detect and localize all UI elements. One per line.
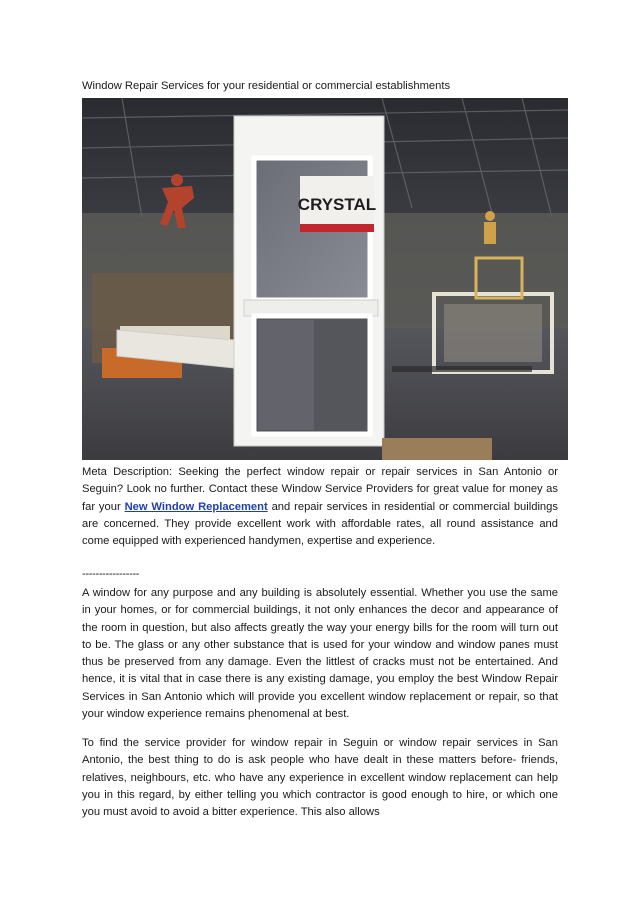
paragraph-text: A window for any purpose and any building is absolutely essential. Whether you use the same in your homes, or for commercial buildings, it not only enhances the decor and appearance of the room in question, but also affects greatly the way your energy bills for the room will turn out to be. The glass or any other substance that is used for your window and window panes must thus be preserved from any damage. Even the littlest of cracks must not be entertained. And hence, it is vital that in case there is any existing damage, you employ the best Window Repair Services in San Antonio which will provide you excellent window replacement or repair, so that your window experience remains phenomenal at best. xyxy=(82,587,558,721)
new-window-replacement-link[interactable]: New Window Replacement xyxy=(124,500,268,513)
window-showroom-photo xyxy=(82,98,568,460)
paragraph-2 xyxy=(82,735,558,821)
meta-description xyxy=(82,464,558,550)
meta-after-link: and repair services in residential or commercial buildings are concerned. They provide excellent work with affordable rates, all round assistance and come equipped with experienced handymen, expertise and experience. xyxy=(82,500,558,548)
paragraph-text: To find the service provider for window repair in Seguin or window repair services in San Antonio, the best thing to do is ask people who have dealt in these matters before- friends, relatives, neighbours, etc. who have any experience in excellent window replacement can help you in this regard, by either telling you which contractor is good enough to hire, or which one you must avoid to avoid a bitter experience. This also allows xyxy=(82,737,558,819)
paragraph-1 xyxy=(82,585,558,723)
section-divider: ----------------- xyxy=(82,568,140,580)
meta-before-link: Meta Description: Seeking the perfect window repair or repair services in San Antonio or Seguin? Look no further. Contact these Window Service Providers for great value for money as far your xyxy=(82,466,558,513)
crystal-sign-text: CRYSTAL xyxy=(297,195,377,214)
document-title: Window Repair Services for your residential or commercial establishments xyxy=(82,80,451,92)
